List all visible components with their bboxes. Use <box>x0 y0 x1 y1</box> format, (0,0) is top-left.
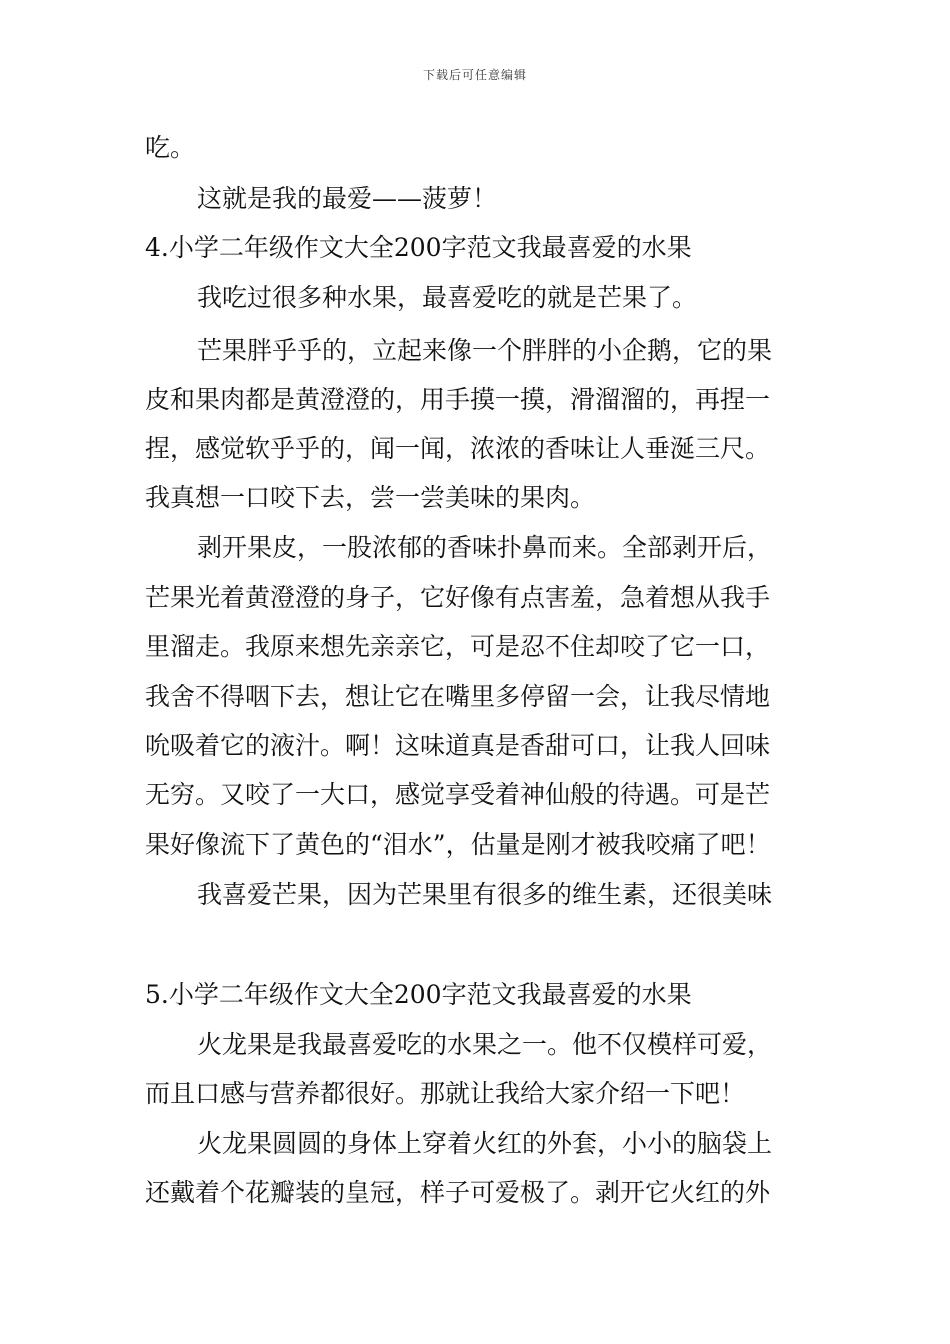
text-line: 还戴着个花瓣装的皇冠，样子可爱极了。剥开它火红的外 <box>145 1178 771 1207</box>
text-line: 吃。 <box>145 133 196 162</box>
text-line: 芒果光着黄澄澄的身子，它好像有点害羞，急着想从我手 <box>145 583 771 612</box>
text-line: 而且口感与营养都很好。那就让我给大家介绍一下吧！ <box>145 1079 746 1108</box>
text-line: 我真想一口咬下去，尝一尝美味的果肉。 <box>145 483 596 512</box>
section-heading: 5.小学二年级作文大全200字范文我最喜爱的水果 <box>145 980 692 1009</box>
text-line: 我舍不得咽下去，想让它在嘴里多停留一会，让我尽情地 <box>145 682 771 711</box>
text-line: 火龙果圆圆的身体上穿着火红的外套，小小的脑袋上 <box>197 1129 773 1158</box>
text-line: 我吃过很多种水果，最喜爱吃的就是芒果了。 <box>197 283 698 312</box>
text-line: 这就是我的最爱——菠萝！ <box>197 184 498 213</box>
header-note: 下载后可任意编辑 <box>422 68 527 82</box>
text-line: 里溜走。我原来想先亲亲它，可是忍不住却咬了它一口， <box>145 632 771 661</box>
text-line: 吮吸着它的液汁。啊！这味道真是香甜可口，让我人回味 <box>145 731 771 760</box>
text-line: 无穷。又咬了一大口，感觉享受着神仙般的待遇。可是芒 <box>145 780 771 809</box>
text-line: 芒果胖乎乎的，立起来像一个胖胖的小企鹅，它的果 <box>197 336 773 365</box>
text-line: 皮和果肉都是黄澄澄的，用手摸一摸，滑溜溜的，再捏一 <box>145 385 771 414</box>
text-line: 我喜爱芒果，因为芒果里有很多的维生素，还很美味 <box>197 880 773 909</box>
text-line: 果好像流下了黄色的“泪水”，估量是刚才被我咬痛了吧！ <box>145 830 771 859</box>
text-line: 捏，感觉软乎乎的，闻一闻，浓浓的香味让人垂涎三尺。 <box>145 434 771 463</box>
section-heading: 4.小学二年级作文大全200字范文我最喜爱的水果 <box>145 233 692 262</box>
text-line: 火龙果是我最喜爱吃的水果之一。他不仅模样可爱， <box>197 1030 773 1059</box>
text-line: 剥开果皮，一股浓郁的香味扑鼻而来。全部剥开后， <box>197 533 773 562</box>
